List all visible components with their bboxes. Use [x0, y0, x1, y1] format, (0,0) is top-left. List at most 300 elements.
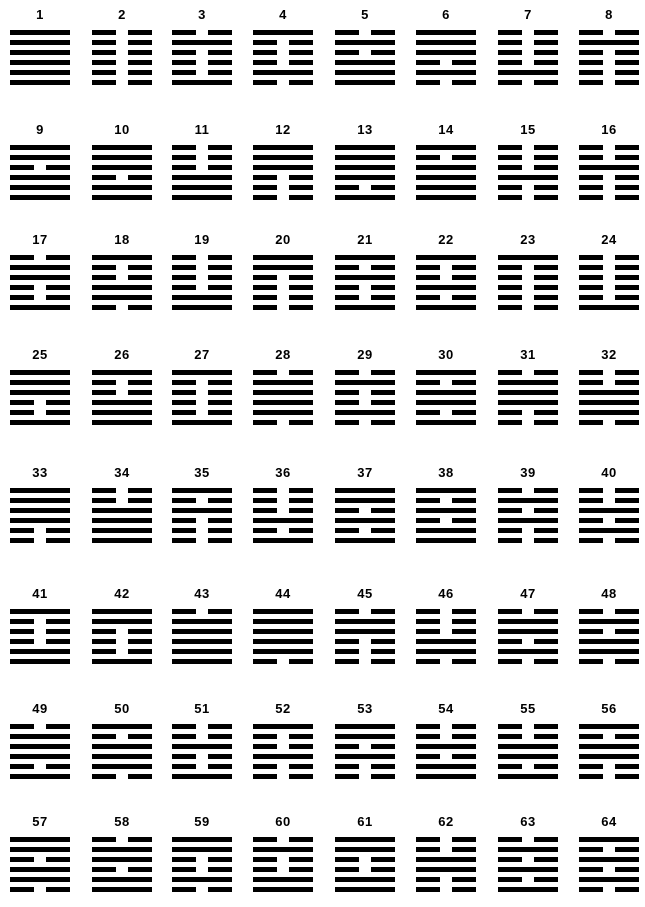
hexagram-lines	[172, 368, 232, 428]
broken-line-segment	[498, 370, 522, 375]
broken-line-segment	[498, 639, 522, 644]
hexagram-lines	[416, 143, 476, 203]
broken-line-segment	[534, 60, 558, 65]
solid-line	[579, 165, 639, 170]
broken-line-segment	[416, 847, 440, 852]
solid-line	[416, 508, 476, 513]
broken-line-segment	[289, 528, 313, 533]
broken-line-segment	[498, 734, 522, 739]
solid-line	[10, 877, 70, 882]
broken-line-segment	[128, 629, 152, 634]
broken-line-segment	[416, 887, 440, 892]
solid-line	[416, 867, 476, 872]
solid-line	[172, 175, 232, 180]
broken-line-segment	[416, 518, 440, 523]
hexagram-24	[579, 233, 639, 325]
broken-line-segment	[498, 538, 522, 543]
solid-line	[335, 538, 395, 543]
hexagram-lines	[253, 835, 313, 895]
hexagram-number: 43	[194, 586, 210, 601]
solid-line	[253, 145, 313, 150]
broken-line-segment	[253, 498, 277, 503]
hexagram-51	[172, 702, 232, 794]
solid-line	[172, 659, 232, 664]
broken-line-segment	[253, 488, 277, 493]
broken-line-segment	[46, 255, 70, 260]
solid-line	[10, 305, 70, 310]
broken-line-segment	[452, 518, 476, 523]
hexagram-32	[579, 348, 639, 440]
broken-line-segment	[172, 724, 196, 729]
hexagram-54	[416, 702, 476, 794]
broken-line-segment	[371, 609, 395, 614]
solid-line	[10, 488, 70, 493]
solid-line	[10, 744, 70, 749]
solid-line	[92, 295, 152, 300]
hexagram-43	[172, 587, 232, 679]
broken-line-segment	[128, 265, 152, 270]
broken-line-segment	[579, 629, 603, 634]
broken-line-segment	[416, 498, 440, 503]
solid-line	[10, 508, 70, 513]
broken-line-segment	[92, 649, 116, 654]
hexagram-61	[335, 815, 395, 907]
broken-line-segment	[289, 175, 313, 180]
broken-line-segment	[172, 410, 196, 415]
solid-line	[416, 305, 476, 310]
solid-line	[253, 847, 313, 852]
broken-line-segment	[579, 145, 603, 150]
broken-line-segment	[335, 867, 359, 872]
hexagram-lines	[498, 607, 558, 667]
hexagram-lines	[253, 722, 313, 782]
broken-line-segment	[208, 165, 232, 170]
broken-line-segment	[534, 837, 558, 842]
hexagram-2	[92, 8, 152, 100]
hexagram-23	[498, 233, 558, 325]
solid-line	[335, 629, 395, 634]
broken-line-segment	[416, 629, 440, 634]
broken-line-segment	[289, 60, 313, 65]
solid-line	[335, 619, 395, 624]
broken-line-segment	[452, 275, 476, 280]
broken-line-segment	[452, 837, 476, 842]
broken-line-segment	[253, 305, 277, 310]
hexagram-lines	[416, 368, 476, 428]
broken-line-segment	[46, 285, 70, 290]
broken-line-segment	[534, 265, 558, 270]
broken-line-segment	[289, 764, 313, 769]
broken-line-segment	[579, 887, 603, 892]
solid-line	[10, 609, 70, 614]
broken-line-segment	[128, 390, 152, 395]
hexagram-number: 55	[520, 701, 536, 716]
broken-line-segment	[92, 837, 116, 842]
broken-line-segment	[579, 60, 603, 65]
broken-line-segment	[371, 857, 395, 862]
solid-line	[335, 410, 395, 415]
broken-line-segment	[335, 50, 359, 55]
broken-line-segment	[253, 837, 277, 842]
solid-line	[498, 774, 558, 779]
broken-line-segment	[289, 40, 313, 45]
broken-line-segment	[10, 165, 34, 170]
broken-line-segment	[289, 305, 313, 310]
solid-line	[416, 857, 476, 862]
solid-line	[10, 185, 70, 190]
broken-line-segment	[579, 867, 603, 872]
hexagram-lines	[10, 607, 70, 667]
hexagram-lines	[416, 28, 476, 88]
solid-line	[253, 887, 313, 892]
hexagram-number: 28	[275, 347, 291, 362]
solid-line	[92, 764, 152, 769]
broken-line-segment	[371, 295, 395, 300]
broken-line-segment	[498, 488, 522, 493]
broken-line-segment	[208, 518, 232, 523]
solid-line	[335, 40, 395, 45]
broken-line-segment	[615, 145, 639, 150]
broken-line-segment	[289, 80, 313, 85]
broken-line-segment	[10, 857, 34, 862]
solid-line	[335, 165, 395, 170]
broken-line-segment	[10, 764, 34, 769]
solid-line	[253, 70, 313, 75]
broken-line-segment	[128, 30, 152, 35]
hexagram-lines	[416, 722, 476, 782]
hexagram-number: 25	[32, 347, 48, 362]
broken-line-segment	[579, 275, 603, 280]
solid-line	[498, 175, 558, 180]
solid-line	[10, 867, 70, 872]
solid-line	[92, 754, 152, 759]
solid-line	[416, 370, 476, 375]
hexagram-60	[253, 815, 313, 907]
solid-line	[498, 70, 558, 75]
broken-line-segment	[128, 380, 152, 385]
broken-line-segment	[253, 195, 277, 200]
hexagram-number: 33	[32, 465, 48, 480]
broken-line-segment	[452, 155, 476, 160]
broken-line-segment	[498, 285, 522, 290]
broken-line-segment	[416, 275, 440, 280]
broken-line-segment	[208, 380, 232, 385]
broken-line-segment	[253, 80, 277, 85]
broken-line-segment	[46, 629, 70, 634]
broken-line-segment	[92, 70, 116, 75]
solid-line	[172, 639, 232, 644]
solid-line	[92, 165, 152, 170]
broken-line-segment	[452, 498, 476, 503]
broken-line-segment	[172, 734, 196, 739]
broken-line-segment	[208, 145, 232, 150]
broken-line-segment	[534, 50, 558, 55]
hexagram-lines	[253, 253, 313, 313]
broken-line-segment	[615, 80, 639, 85]
broken-line-segment	[172, 764, 196, 769]
broken-line-segment	[208, 30, 232, 35]
hexagram-lines	[172, 143, 232, 203]
hexagram-number: 8	[605, 7, 613, 22]
hexagram-18	[92, 233, 152, 325]
broken-line-segment	[615, 60, 639, 65]
broken-line-segment	[253, 659, 277, 664]
solid-line	[335, 255, 395, 260]
broken-line-segment	[92, 390, 116, 395]
hexagram-number: 1	[36, 7, 44, 22]
broken-line-segment	[92, 774, 116, 779]
broken-line-segment	[208, 887, 232, 892]
broken-line-segment	[615, 659, 639, 664]
broken-line-segment	[289, 659, 313, 664]
hexagram-lines	[579, 722, 639, 782]
broken-line-segment	[335, 609, 359, 614]
broken-line-segment	[452, 609, 476, 614]
hexagram-lines	[253, 28, 313, 88]
broken-line-segment	[498, 420, 522, 425]
solid-line	[172, 774, 232, 779]
solid-line	[498, 744, 558, 749]
solid-line	[498, 867, 558, 872]
broken-line-segment	[452, 877, 476, 882]
hexagram-number: 53	[357, 701, 373, 716]
broken-line-segment	[579, 50, 603, 55]
broken-line-segment	[416, 877, 440, 882]
solid-line	[10, 649, 70, 654]
hexagram-lines	[335, 486, 395, 546]
broken-line-segment	[335, 857, 359, 862]
hexagram-33	[10, 466, 70, 558]
broken-line-segment	[371, 50, 395, 55]
solid-line	[579, 649, 639, 654]
hexagram-number: 52	[275, 701, 291, 716]
broken-line-segment	[253, 867, 277, 872]
solid-line	[579, 400, 639, 405]
broken-line-segment	[579, 847, 603, 852]
hexagram-27	[172, 348, 232, 440]
broken-line-segment	[498, 185, 522, 190]
solid-line	[10, 145, 70, 150]
broken-line-segment	[128, 639, 152, 644]
broken-line-segment	[10, 887, 34, 892]
solid-line	[253, 255, 313, 260]
hexagram-lines	[416, 607, 476, 667]
solid-line	[498, 380, 558, 385]
hexagram-number: 2	[118, 7, 126, 22]
hexagram-38	[416, 466, 476, 558]
hexagram-lines	[92, 368, 152, 428]
broken-line-segment	[128, 305, 152, 310]
hexagram-number: 14	[438, 122, 454, 137]
solid-line	[10, 275, 70, 280]
broken-line-segment	[253, 60, 277, 65]
broken-line-segment	[172, 30, 196, 35]
hexagram-lines	[92, 835, 152, 895]
solid-line	[253, 400, 313, 405]
hexagram-lines	[10, 722, 70, 782]
hexagram-number: 9	[36, 122, 44, 137]
broken-line-segment	[615, 30, 639, 35]
broken-line-segment	[335, 744, 359, 749]
broken-line-segment	[371, 400, 395, 405]
broken-line-segment	[615, 50, 639, 55]
solid-line	[335, 877, 395, 882]
solid-line	[416, 70, 476, 75]
hexagram-lines	[253, 486, 313, 546]
hexagram-number: 10	[114, 122, 130, 137]
hexagram-number: 18	[114, 232, 130, 247]
broken-line-segment	[371, 285, 395, 290]
hexagram-47	[498, 587, 558, 679]
hexagram-lines	[498, 253, 558, 313]
broken-line-segment	[498, 165, 522, 170]
hexagram-number: 63	[520, 814, 536, 829]
hexagram-55	[498, 702, 558, 794]
solid-line	[92, 847, 152, 852]
hexagram-lines	[172, 835, 232, 895]
solid-line	[579, 639, 639, 644]
broken-line-segment	[615, 255, 639, 260]
hexagram-10	[92, 123, 152, 215]
broken-line-segment	[615, 420, 639, 425]
hexagram-lines	[253, 143, 313, 203]
broken-line-segment	[416, 60, 440, 65]
hexagram-lines	[10, 835, 70, 895]
solid-line	[92, 410, 152, 415]
solid-line	[579, 528, 639, 533]
broken-line-segment	[416, 754, 440, 759]
hexagram-lines	[498, 143, 558, 203]
hexagram-57	[10, 815, 70, 907]
broken-line-segment	[615, 175, 639, 180]
broken-line-segment	[46, 619, 70, 624]
solid-line	[335, 518, 395, 523]
broken-line-segment	[579, 370, 603, 375]
hexagram-52	[253, 702, 313, 794]
broken-line-segment	[10, 528, 34, 533]
solid-line	[92, 528, 152, 533]
broken-line-segment	[208, 50, 232, 55]
broken-line-segment	[579, 195, 603, 200]
broken-line-segment	[579, 185, 603, 190]
hexagram-number: 17	[32, 232, 48, 247]
broken-line-segment	[579, 155, 603, 160]
hexagram-lines	[92, 722, 152, 782]
solid-line	[579, 754, 639, 759]
broken-line-segment	[253, 857, 277, 862]
broken-line-segment	[534, 857, 558, 862]
broken-line-segment	[371, 390, 395, 395]
solid-line	[498, 390, 558, 395]
broken-line-segment	[208, 275, 232, 280]
solid-line	[335, 498, 395, 503]
broken-line-segment	[371, 744, 395, 749]
broken-line-segment	[10, 639, 34, 644]
broken-line-segment	[208, 528, 232, 533]
solid-line	[253, 165, 313, 170]
hexagram-number: 30	[438, 347, 454, 362]
broken-line-segment	[289, 370, 313, 375]
hexagram-56	[579, 702, 639, 794]
broken-line-segment	[46, 410, 70, 415]
solid-line	[172, 195, 232, 200]
broken-line-segment	[172, 498, 196, 503]
hexagram-48	[579, 587, 639, 679]
broken-line-segment	[208, 609, 232, 614]
hexagram-number: 16	[601, 122, 617, 137]
broken-line-segment	[416, 724, 440, 729]
hexagram-28	[253, 348, 313, 440]
broken-line-segment	[10, 538, 34, 543]
hexagram-lines	[416, 835, 476, 895]
broken-line-segment	[253, 420, 277, 425]
solid-line	[10, 195, 70, 200]
solid-line	[92, 877, 152, 882]
broken-line-segment	[172, 165, 196, 170]
broken-line-segment	[128, 40, 152, 45]
hexagram-64	[579, 815, 639, 907]
hexagram-lines	[579, 486, 639, 546]
broken-line-segment	[335, 265, 359, 270]
hexagram-lines	[172, 607, 232, 667]
solid-line	[172, 295, 232, 300]
solid-line	[416, 50, 476, 55]
solid-line	[335, 60, 395, 65]
broken-line-segment	[208, 724, 232, 729]
solid-line	[579, 619, 639, 624]
broken-line-segment	[335, 400, 359, 405]
broken-line-segment	[92, 867, 116, 872]
broken-line-segment	[371, 867, 395, 872]
broken-line-segment	[128, 867, 152, 872]
hexagram-lines	[579, 253, 639, 313]
broken-line-segment	[253, 40, 277, 45]
broken-line-segment	[579, 175, 603, 180]
broken-line-segment	[416, 155, 440, 160]
broken-line-segment	[10, 255, 34, 260]
solid-line	[335, 275, 395, 280]
broken-line-segment	[92, 734, 116, 739]
broken-line-segment	[498, 764, 522, 769]
solid-line	[172, 420, 232, 425]
broken-line-segment	[92, 629, 116, 634]
hexagram-number: 11	[194, 122, 210, 137]
hexagram-lines	[498, 835, 558, 895]
hexagram-number: 38	[438, 465, 454, 480]
broken-line-segment	[253, 275, 277, 280]
broken-line-segment	[452, 619, 476, 624]
broken-line-segment	[46, 400, 70, 405]
hexagram-42	[92, 587, 152, 679]
broken-line-segment	[615, 70, 639, 75]
hexagram-number: 50	[114, 701, 130, 716]
broken-line-segment	[172, 285, 196, 290]
broken-line-segment	[46, 295, 70, 300]
solid-line	[172, 80, 232, 85]
broken-line-segment	[172, 518, 196, 523]
solid-line	[253, 877, 313, 882]
broken-line-segment	[452, 659, 476, 664]
hexagram-11	[172, 123, 232, 215]
solid-line	[172, 877, 232, 882]
hexagram-21	[335, 233, 395, 325]
hexagram-34	[92, 466, 152, 558]
broken-line-segment	[534, 764, 558, 769]
hexagram-number: 54	[438, 701, 454, 716]
solid-line	[335, 724, 395, 729]
solid-line	[172, 488, 232, 493]
broken-line-segment	[579, 774, 603, 779]
